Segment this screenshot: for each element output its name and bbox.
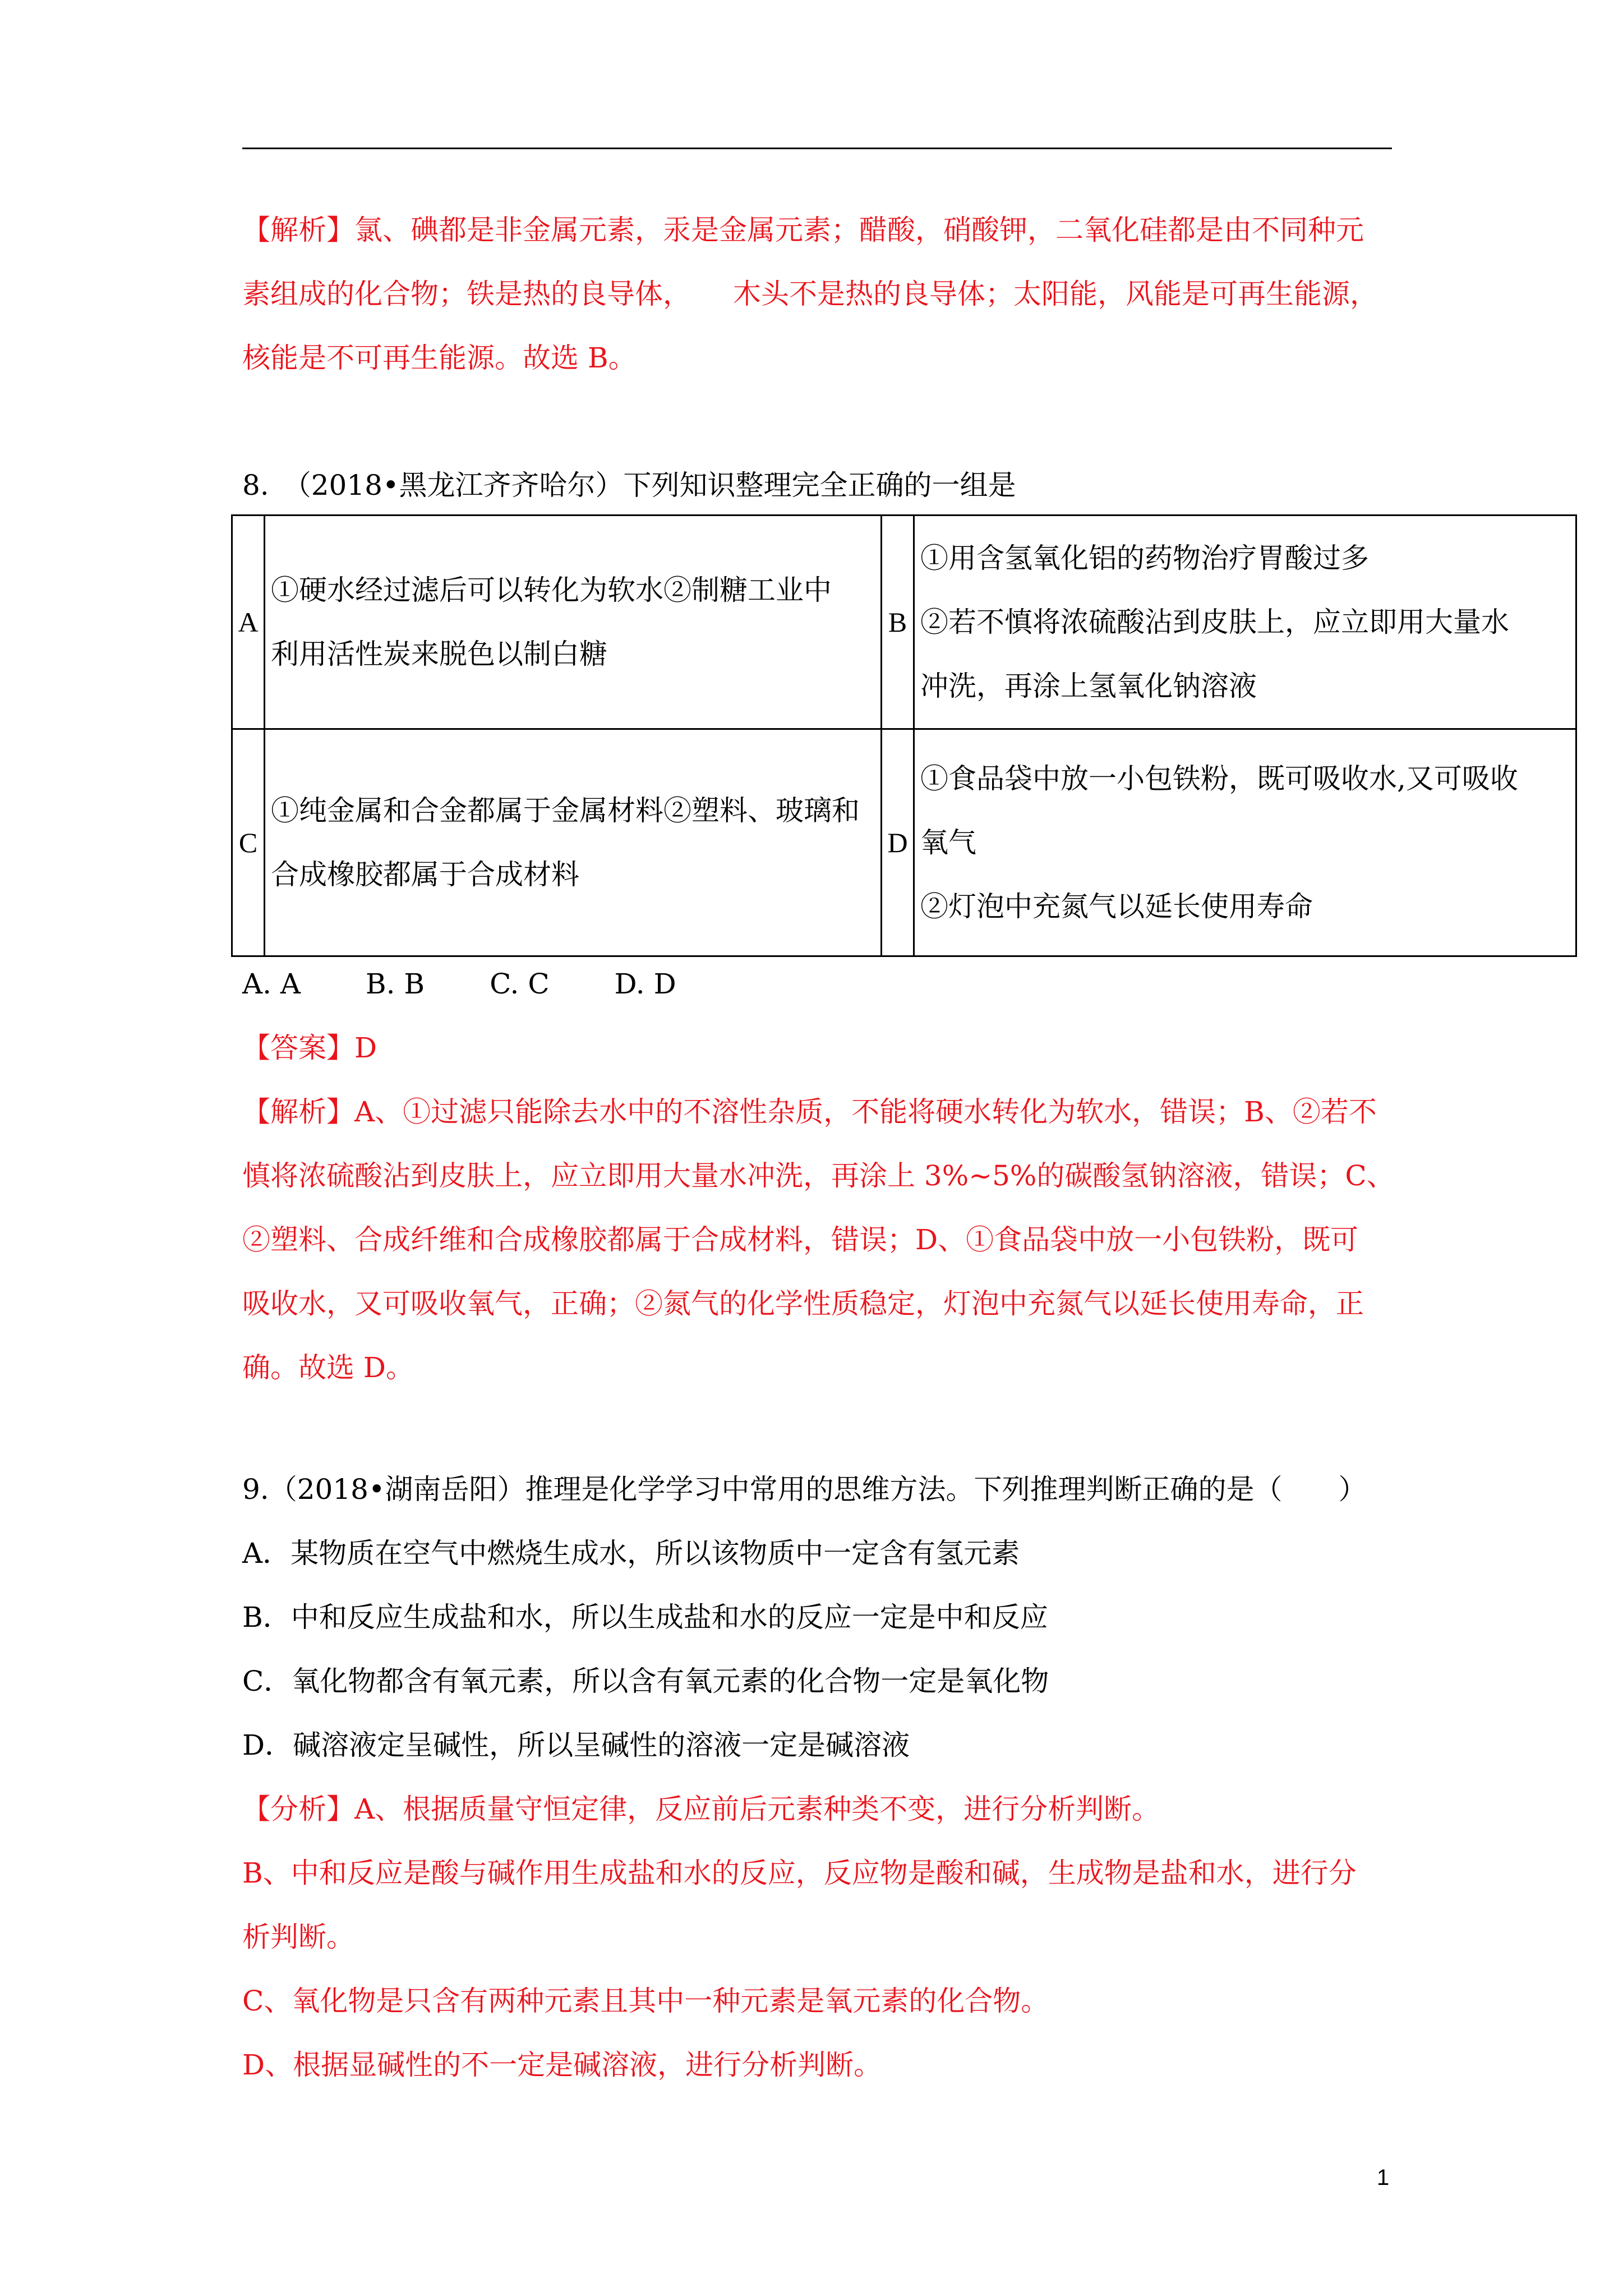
question-stem: 8. （2018•黑龙江齐齐哈尔）下列知识整理完全正确的一组是 <box>242 469 1016 501</box>
cell-line: 合成橡胶都属于合成材料 <box>271 858 579 891</box>
analysis-line: 慎将浓硫酸沾到皮肤上，应立即用大量水冲洗，再涂上 3%~5%的碳酸氢钠溶液，错误；C、 <box>242 1159 1395 1192</box>
analysis-line: C、氧化物是只含有两种元素且其中一种元素是氧元素的化合物。 <box>242 1985 1049 2017</box>
analysis-line: B、中和反应是酸与碱作用生成盐和水的反应，反应物是酸和碱，生成物是盐和水，进行分 <box>242 1857 1357 1889</box>
option-cell <box>914 516 1576 729</box>
answer-line <box>242 1016 1398 1080</box>
table-row <box>232 729 1576 956</box>
option-item: D．碱溶液定呈碱性，所以呈碱性的溶液一定是碱溶液 <box>242 1729 910 1761</box>
option-cell <box>914 729 1576 956</box>
cell-line: ②若不慎将浓硫酸沾到皮肤上，应立即用大量水 <box>920 606 1509 638</box>
analysis-tag: 【解析】 <box>242 1096 354 1128</box>
option-item: C．氧化物都含有氧元素，所以含有氧元素的化合物一定是氧化物 <box>242 1665 1049 1697</box>
option-letter: A <box>232 516 265 729</box>
analysis-line: D、根据显碱性的不一定是碱溶液，进行分析判断。 <box>242 2049 882 2081</box>
q8-stem <box>242 453 1398 517</box>
analysis-line: 素组成的化合物；铁是热的良导体， 木头不是热的良导体；太阳能，风能是可再生能源， <box>242 278 1378 310</box>
page-number: 1 <box>1377 2165 1390 2190</box>
analysis-line: 吸收水，又可吸收氧气，正确；②氮气的化学性质稳定，灯泡中充氮气以延长使用寿命，正 <box>242 1287 1364 1320</box>
option-cell <box>265 729 882 956</box>
option-cell <box>265 516 882 729</box>
option-item: A．某物质在空气中燃烧生成水，所以该物质中一定含有氢元素 <box>242 1537 1020 1570</box>
q7-analysis <box>242 198 1398 390</box>
analysis-line: A、①过滤只能除去水中的不溶性杂质，不能将硬水转化为软水，错误；B、②若不 <box>354 1096 1377 1128</box>
cell-line: ①纯金属和合金都属于金属材料②塑料、玻璃和 <box>271 794 860 827</box>
option-letter: C <box>232 729 265 956</box>
header-rule <box>242 148 1392 149</box>
analysis-line: 确。故选 D。 <box>242 1351 414 1384</box>
analysis-line: 析判断。 <box>242 1921 354 1953</box>
analysis-line: 氯、碘都是非金属元素，汞是金属元素；醋酸，硝酸钾，二氧化硅都是由不同种元 <box>354 214 1364 246</box>
q8-options-table <box>231 514 1577 957</box>
analysis-line: 核能是不可再生能源。故选 B。 <box>242 342 637 374</box>
option-item: B．中和反应生成盐和水，所以生成盐和水的反应一定是中和反应 <box>242 1601 1048 1634</box>
answer-options: A. A B. B C. C D. D <box>242 968 676 1000</box>
analysis-line: A、根据质量守恒定律，反应前后元素种类不变，进行分析判断。 <box>354 1793 1160 1825</box>
cell-line: ②灯泡中充氮气以延长使用寿命 <box>920 890 1313 923</box>
question-stem: 9.（2018•湖南岳阳）推理是化学学习中常用的思维方法。下列推理判断正确的是（ ） <box>242 1473 1367 1506</box>
option-letter: B <box>882 516 914 729</box>
cell-line: 冲洗，再涂上氢氧化钠溶液 <box>920 670 1257 702</box>
cell-line: 氧气 <box>920 826 976 859</box>
cell-line: ①硬水经过滤后可以转化为软水②制糖工业中 <box>271 574 832 606</box>
table-row <box>232 516 1576 729</box>
option-letter: D <box>882 729 914 956</box>
cell-line: ①用含氢氧化铝的药物治疗胃酸过多 <box>920 542 1369 574</box>
analysis-tag: 【分析】 <box>242 1793 354 1825</box>
analysis-tag: 【解析】 <box>242 214 354 246</box>
cell-line: ①食品袋中放一小包铁粉，既可吸收水,又可吸收 <box>920 762 1518 795</box>
answer-tag: 【答案】 <box>242 1032 354 1064</box>
answer-value: D <box>354 1032 377 1064</box>
q9-block <box>242 1457 1398 2097</box>
cell-line: 利用活性炭来脱色以制白糖 <box>271 638 607 670</box>
q8-after-table <box>242 952 1398 1400</box>
analysis-line: ②塑料、合成纤维和合成橡胶都属于合成材料，错误；D、①食品袋中放一小包铁粉，既可 <box>242 1223 1359 1256</box>
